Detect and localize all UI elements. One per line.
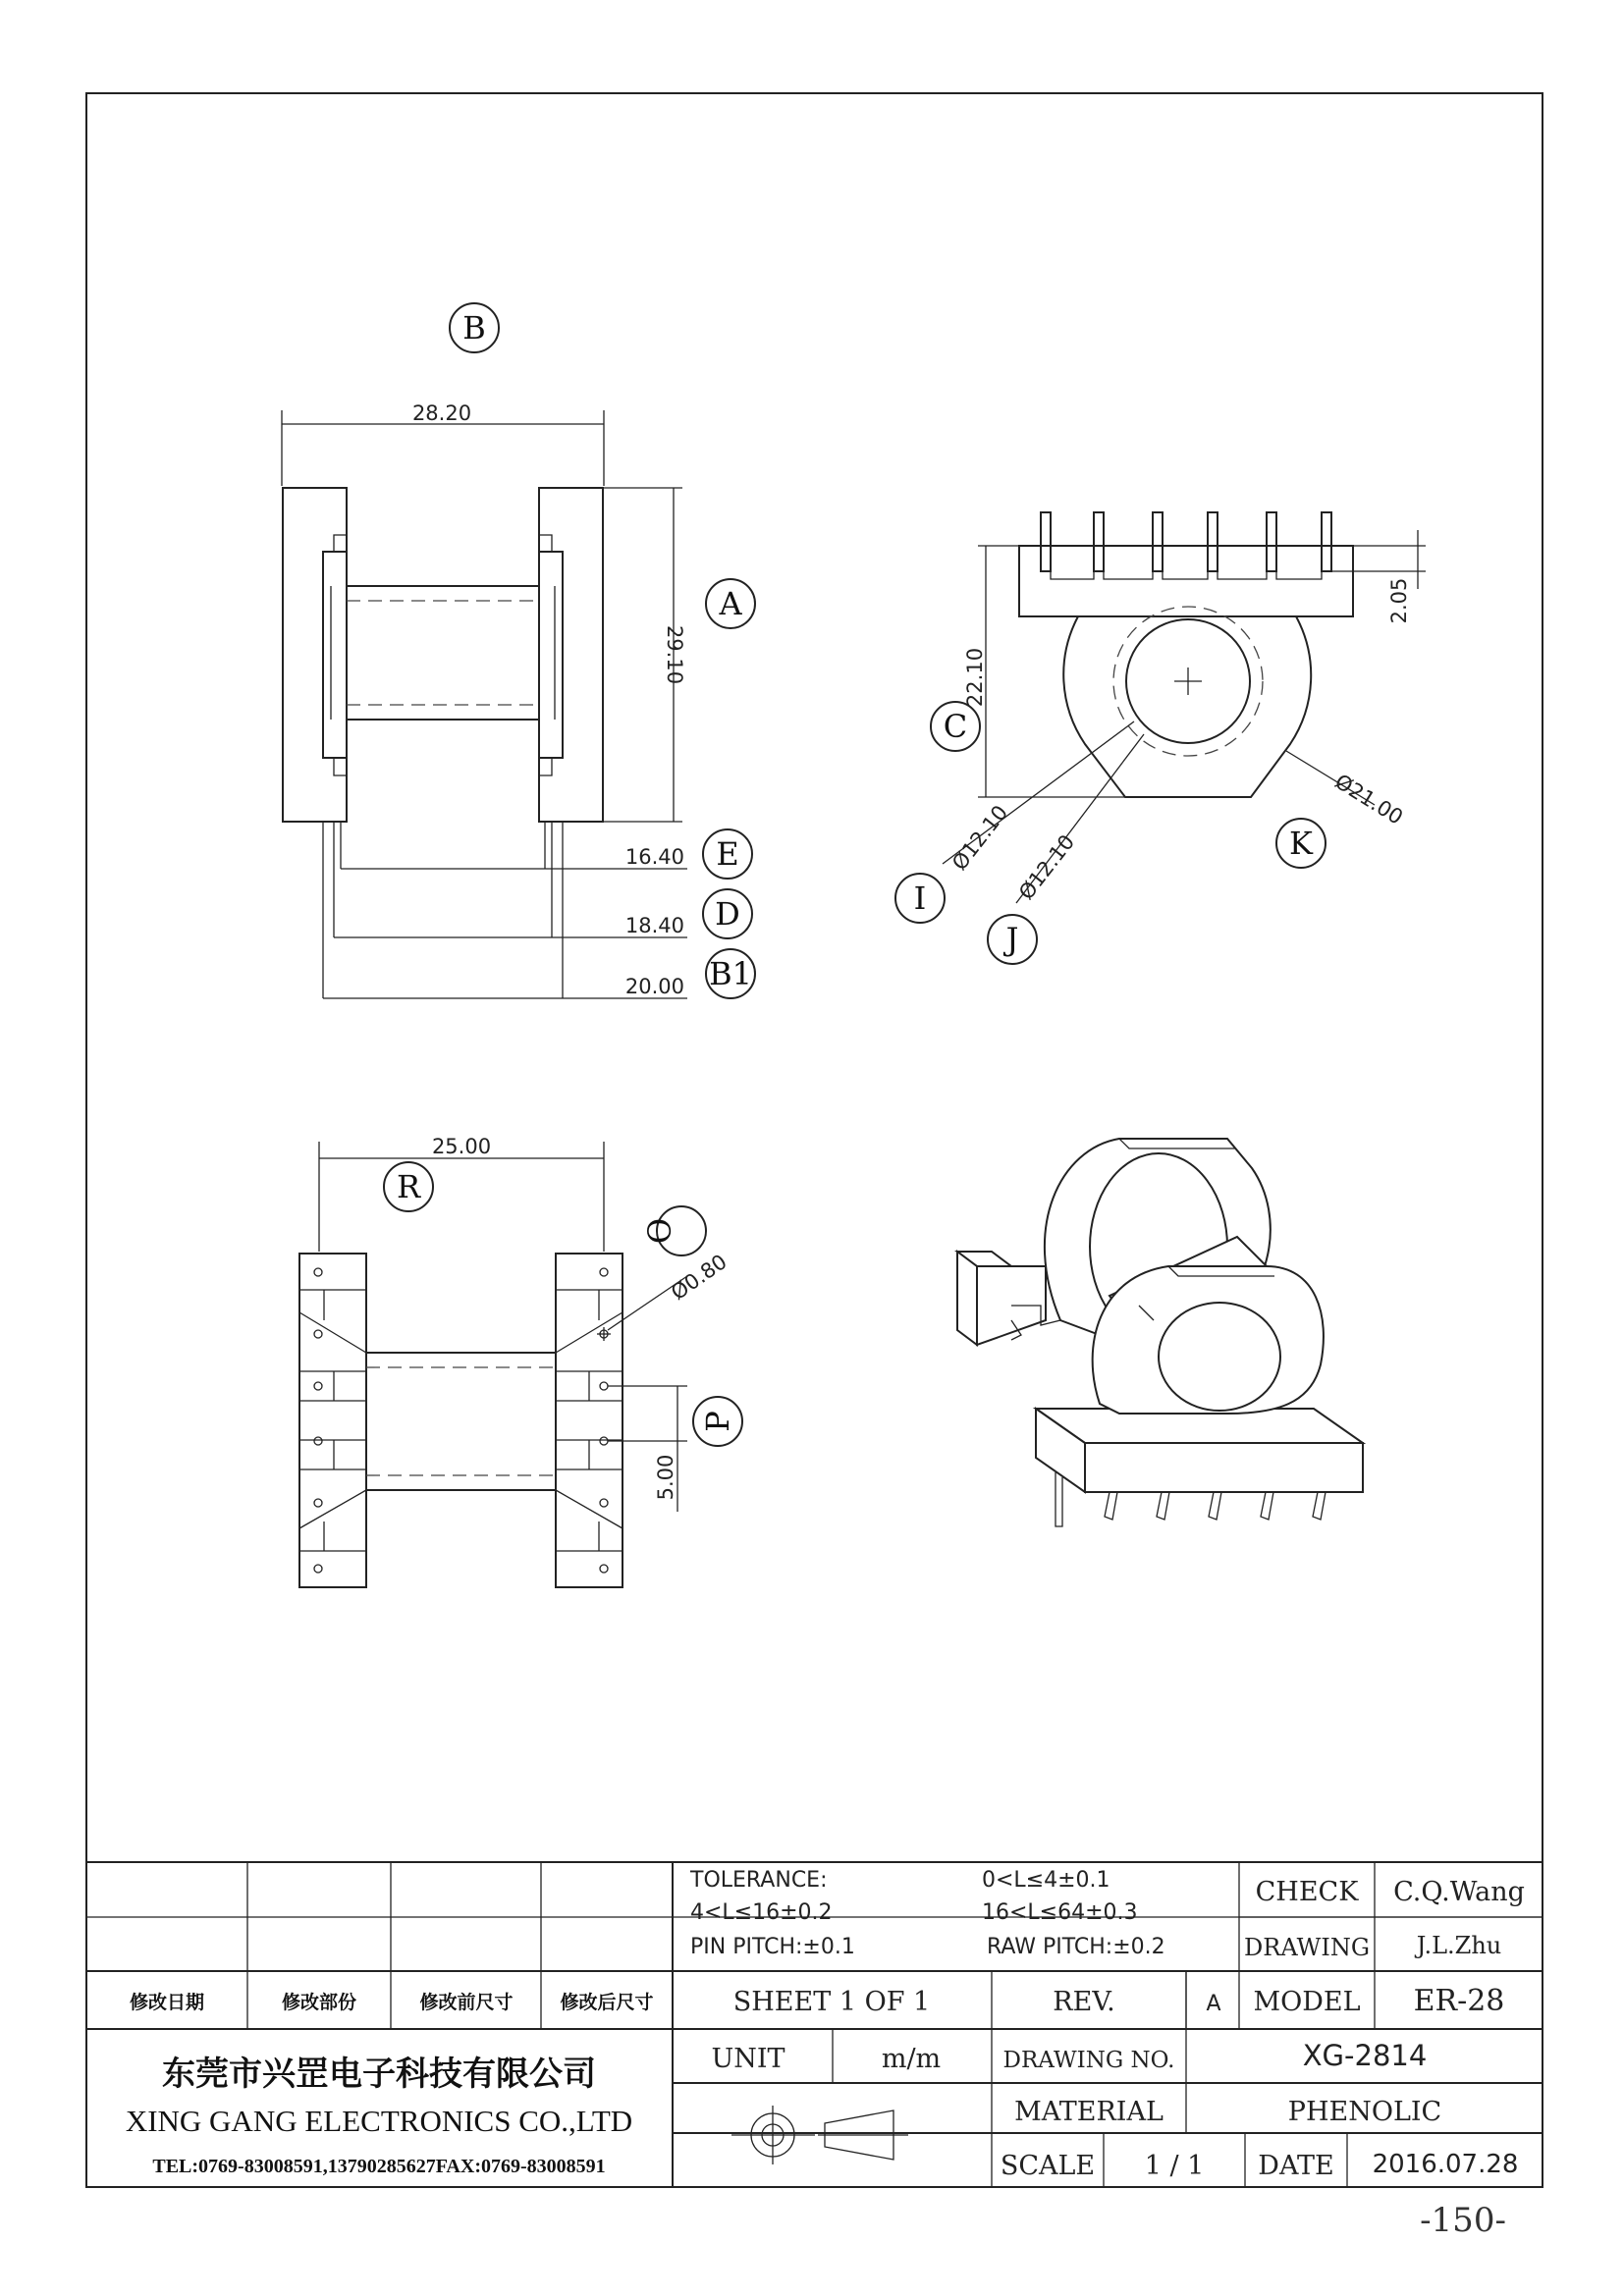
check-label: CHECK [1255, 1877, 1359, 1907]
date-value: 2016.07.28 [1372, 2150, 1519, 2179]
dim-25-00: 25.00 [431, 1135, 492, 1158]
tag-a: A [719, 585, 742, 622]
unit-value: m/m [881, 2044, 942, 2074]
dim-28-20: 28.20 [411, 401, 472, 425]
tag-k: K [1289, 825, 1313, 862]
material-label: MATERIAL [1014, 2097, 1164, 2127]
dim-dia-21-00: Ø21.00 [1330, 769, 1408, 829]
tolerance-label: TOLERANCE: [690, 1868, 828, 1893]
unit-label: UNIT [711, 2044, 785, 2074]
dim-18-40: 18.40 [624, 914, 684, 937]
dim-22-10: 22.10 [963, 647, 987, 708]
drawing-no-value: XG-2814 [1302, 2039, 1428, 2072]
scale-label: SCALE [1000, 2151, 1096, 2181]
dim-2-05: 2.05 [1387, 577, 1411, 624]
rev-label: REV. [1053, 1987, 1115, 2017]
view-side [895, 512, 1426, 964]
tolerance-1: 0<L≤4±0.1 [982, 1868, 1110, 1893]
dim-29-10: 29.10 [663, 624, 686, 685]
dim-16-40: 16.40 [624, 845, 684, 869]
view-b-top [282, 303, 755, 998]
dim-5-00: 5.00 [654, 1454, 677, 1501]
raw-pitch: RAW PITCH:±0.2 [987, 1935, 1165, 1959]
company-name-en: XING GANG ELECTRONICS CO.,LTD [125, 2104, 633, 2138]
model-value: ER-28 [1413, 1984, 1505, 2018]
tag-j: J [1005, 921, 1019, 958]
check-value: C.Q.Wang [1393, 1877, 1525, 1907]
model-label: MODEL [1253, 1987, 1361, 2017]
tolerance-3: 16<L≤64±0.3 [982, 1900, 1138, 1925]
drawing-label: DRAWING [1244, 1934, 1370, 1961]
dim-dia-12-10-j: Ø12.10 [1014, 829, 1080, 905]
dim-20-00: 20.00 [624, 975, 684, 998]
tag-i: I [913, 880, 927, 917]
tag-b: B [462, 309, 486, 347]
rev-header-after: 修改后尺寸 [560, 1992, 654, 2013]
drawing-no-label: DRAWING NO. [1002, 2048, 1175, 2073]
dim-dia-0-80: Ø0.80 [667, 1250, 731, 1306]
material-value: PHENOLIC [1287, 2097, 1442, 2127]
sheet: SHEET 1 OF 1 [732, 1987, 931, 2017]
company-name-cn: 东莞市兴罡电子科技有限公司 [162, 2055, 596, 2094]
tag-p: P [699, 1411, 736, 1432]
isometric-view [957, 1139, 1363, 1526]
tag-c: C [943, 708, 968, 745]
rev-header-part: 修改部份 [281, 1992, 357, 2013]
tag-r: R [396, 1168, 421, 1205]
rev-header-before: 修改前尺寸 [419, 1992, 514, 2013]
tag-d: D [715, 895, 740, 933]
rev-value: A [1206, 1992, 1221, 2016]
rev-header-date: 修改日期 [129, 1992, 205, 2013]
view-bottom [299, 1135, 742, 1587]
company-contact: TEL:0769-83008591,13790285627FAX:0769-83008591 [152, 2156, 606, 2177]
tolerance-2: 4<L≤16±0.2 [690, 1900, 833, 1925]
drawing-value: J.L.Zhu [1416, 1932, 1502, 1959]
tag-b1: B1 [709, 955, 752, 992]
date-label: DATE [1258, 2151, 1334, 2181]
scale-value: 1 / 1 [1144, 2151, 1205, 2181]
pin-pitch: PIN PITCH:±0.1 [690, 1935, 855, 1959]
projection-symbol-icon [731, 2106, 908, 2164]
tag-o: O [641, 1217, 678, 1245]
dim-dia-12-10-i: Ø12.10 [947, 800, 1013, 876]
page-number: -150- [1420, 2201, 1506, 2240]
tag-e: E [716, 835, 739, 873]
title-block [86, 1862, 1543, 2187]
